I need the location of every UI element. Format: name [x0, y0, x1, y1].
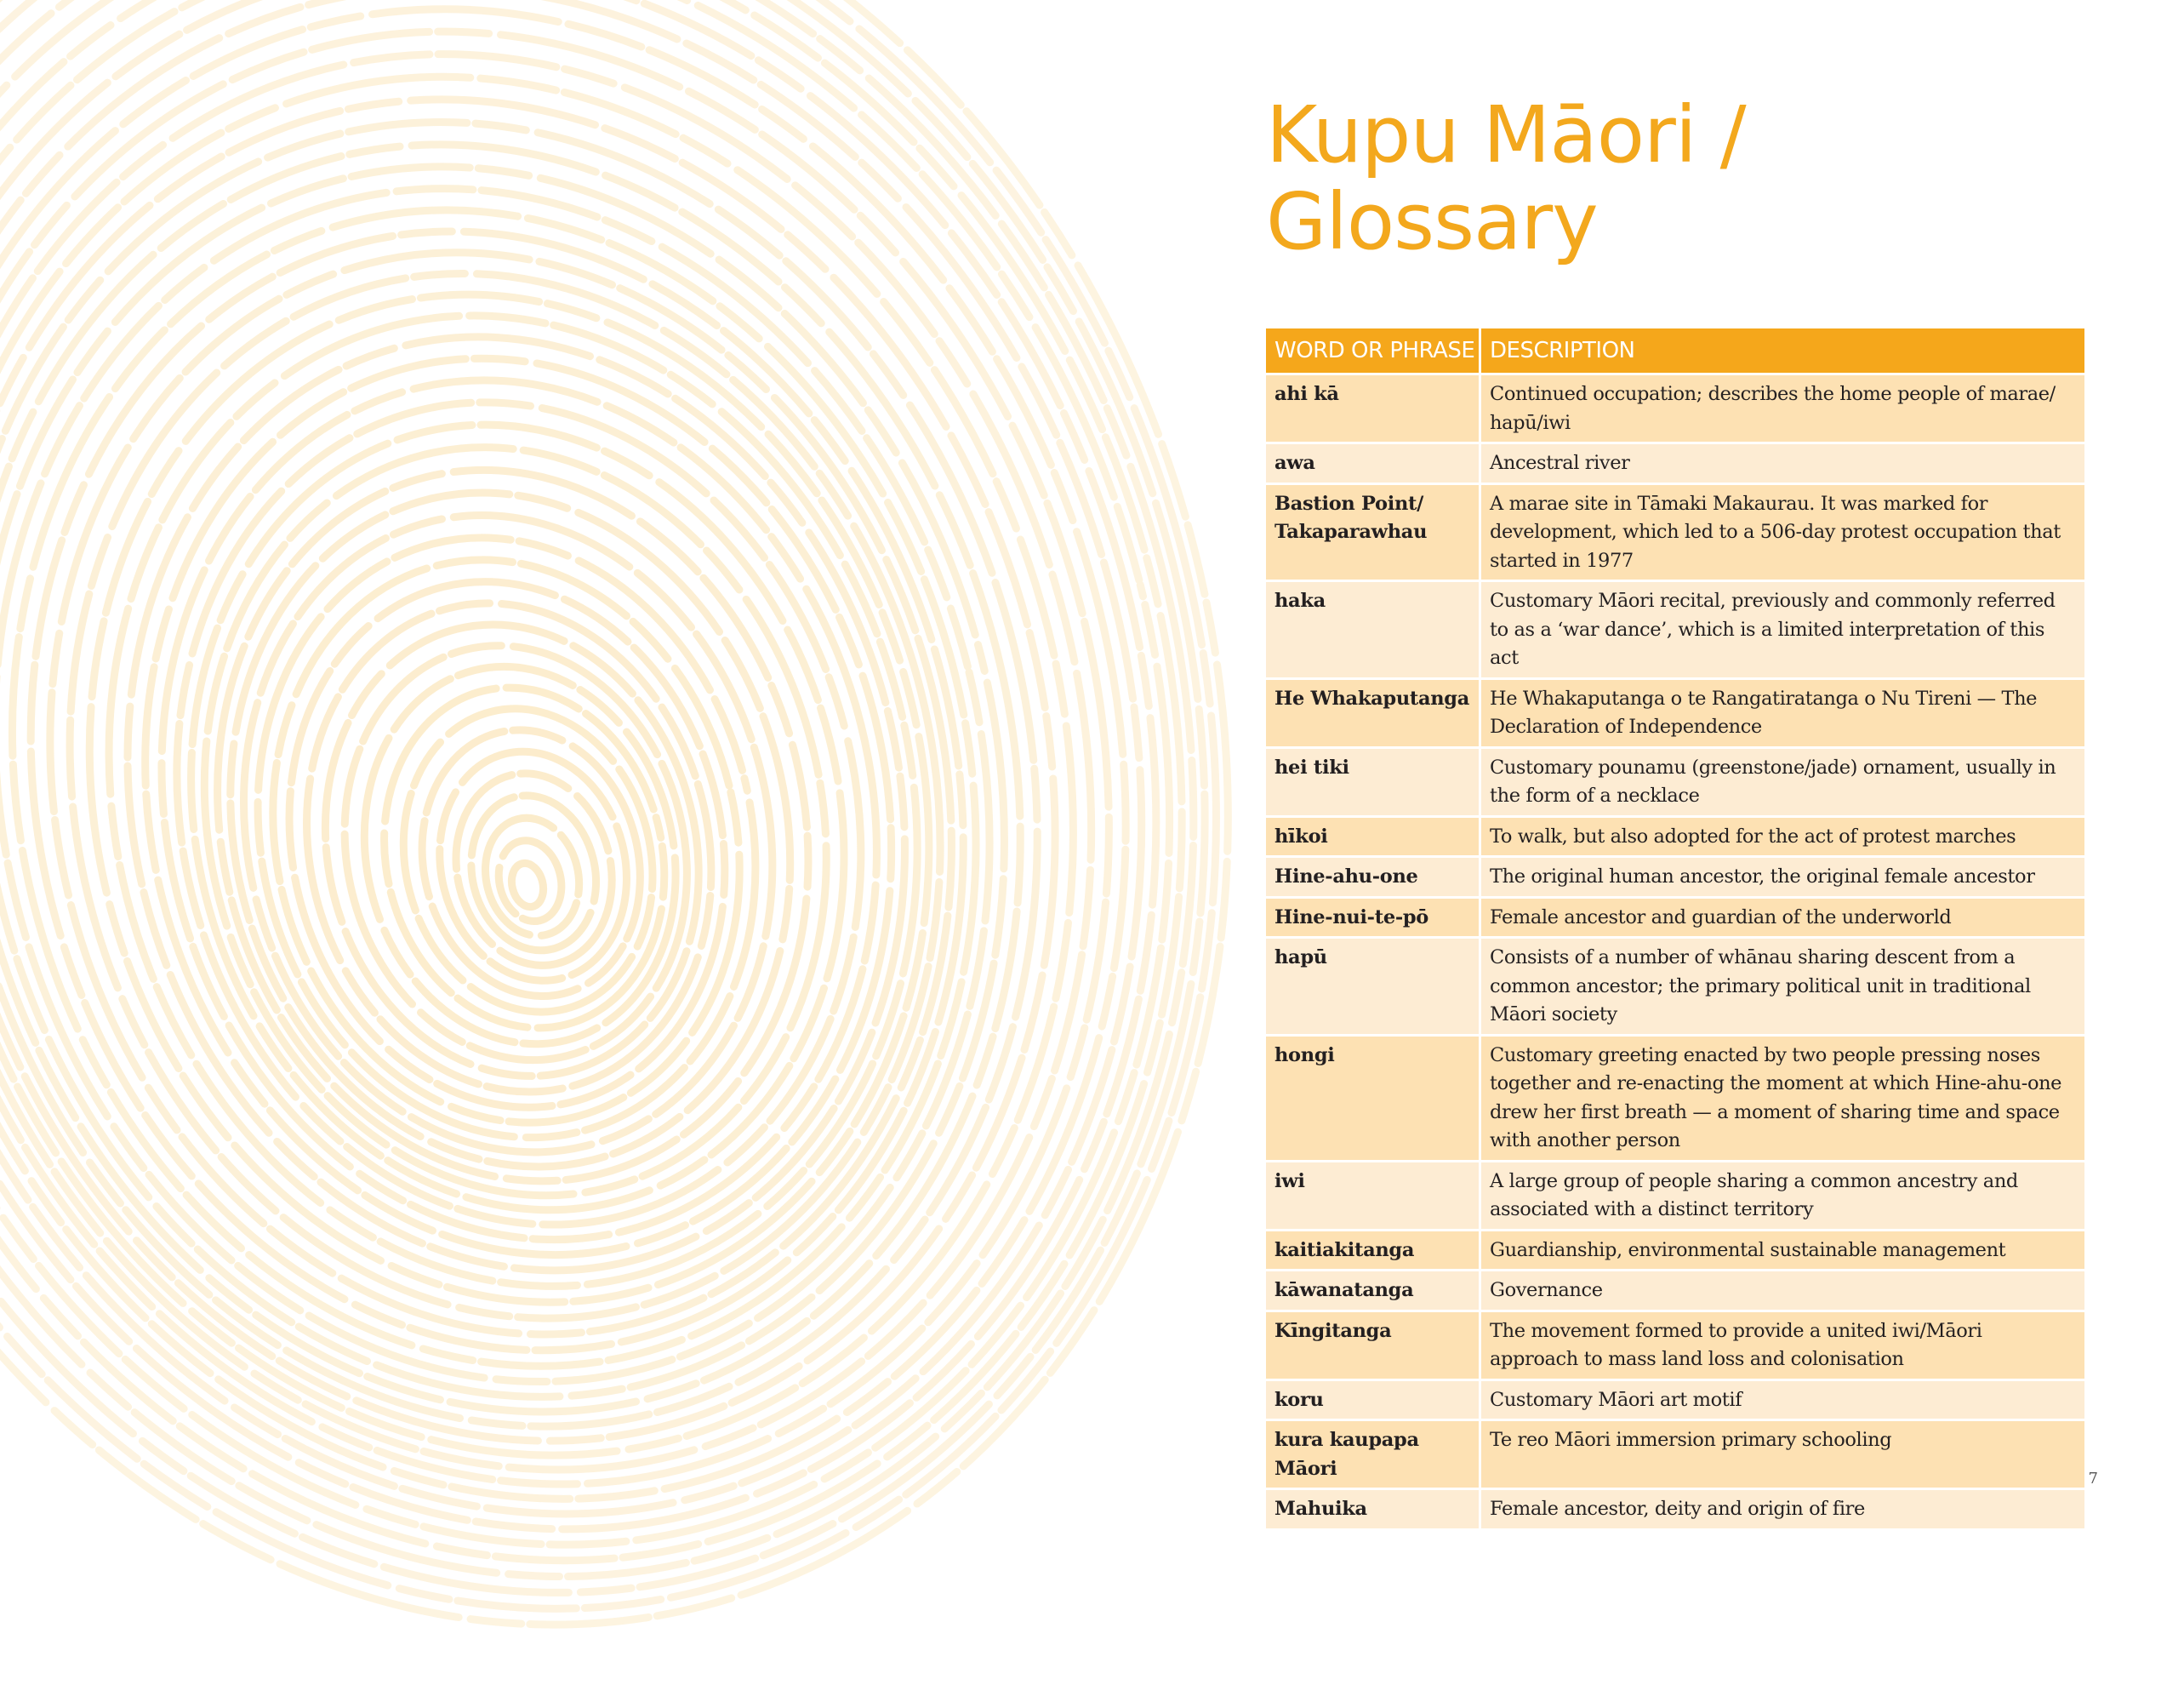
term-cell: awa — [1266, 444, 1481, 483]
description-cell: Governance — [1481, 1271, 2084, 1310]
table-row — [1266, 444, 2084, 483]
term-cell: iwi — [1266, 1162, 1481, 1229]
term-cell: Bastion Point/ Takaparawhau — [1266, 485, 1481, 580]
description-cell: To walk, but also adopted for the act of protest marches — [1481, 818, 2084, 856]
description-cell: Customary greeting enacted by two people pressing noses together and re-enacting the moment at which Hine-ahu-one drew her first breath — a moment of sharing time and space with another person — [1481, 1037, 2084, 1160]
description-cell: Continued occupation; describes the home people of marae/ hapū/iwi — [1481, 375, 2084, 442]
table-row — [1266, 749, 2084, 815]
description-cell: A marae site in Tāmaki Makaurau. It was marked for development, which led to a 506-day protest occupation that started in 1977 — [1481, 485, 2084, 580]
term-cell: kura kaupapa Māori — [1266, 1421, 1481, 1488]
description-cell: Female ancestor, deity and origin of fire — [1481, 1490, 2084, 1528]
table-row — [1266, 1231, 2084, 1270]
term-cell: kāwanatanga — [1266, 1271, 1481, 1310]
term-cell: Hine-nui-te-pō — [1266, 899, 1481, 937]
description-cell: Customary Māori art motif — [1481, 1381, 2084, 1419]
description-cell: Te reo Māori immersion primary schooling — [1481, 1421, 2084, 1488]
page-title — [1266, 89, 1746, 267]
table-row — [1266, 680, 2084, 746]
table-row — [1266, 485, 2084, 580]
table-row — [1266, 1381, 2084, 1419]
term-cell: hapū — [1266, 939, 1481, 1034]
table-row — [1266, 818, 2084, 856]
term-cell: Kīngitanga — [1266, 1312, 1481, 1379]
title-line-2: Glossary — [1266, 176, 1598, 267]
term-cell: ahi kā — [1266, 375, 1481, 442]
term-cell: Hine-ahu-one — [1266, 858, 1481, 896]
table-row — [1266, 1037, 2084, 1160]
table-row — [1266, 939, 2084, 1034]
table-row — [1266, 1312, 2084, 1379]
glossary-table — [1266, 328, 2084, 1531]
term-cell: koru — [1266, 1381, 1481, 1419]
table-row — [1266, 1421, 2084, 1488]
header-description: DESCRIPTION — [1490, 338, 1635, 363]
description-cell: Customary Māori recital, previously and commonly referred to as a ‘war dance’, which is a limited interpretation of this act — [1481, 582, 2084, 677]
table-header — [1266, 328, 2084, 373]
description-cell: Female ancestor and guardian of the underworld — [1481, 899, 2084, 937]
term-cell: He Whakaputanga — [1266, 680, 1481, 746]
table-row — [1266, 582, 2084, 677]
description-cell: Consists of a number of whānau sharing descent from a common ancestor; the primary political unit in traditional Māori society — [1481, 939, 2084, 1034]
term-cell: hīkoi — [1266, 818, 1481, 856]
description-cell: The movement formed to provide a united iwi/Māori approach to mass land loss and colonisation — [1481, 1312, 2084, 1379]
table-row — [1266, 858, 2084, 896]
table-row — [1266, 1271, 2084, 1310]
description-cell: The original human ancestor, the original female ancestor — [1481, 858, 2084, 896]
term-cell: haka — [1266, 582, 1481, 677]
table-row — [1266, 1162, 2084, 1229]
description-cell: A large group of people sharing a common ancestry and associated with a distinct territory — [1481, 1162, 2084, 1229]
description-cell: Guardianship, environmental sustainable management — [1481, 1231, 2084, 1270]
header-word-or-phrase: WORD OR PHRASE — [1266, 328, 1481, 373]
term-cell: kaitiakitanga — [1266, 1231, 1481, 1270]
term-cell: hei tiki — [1266, 749, 1481, 815]
table-row — [1266, 1490, 2084, 1528]
fingerprint-ridge — [507, 860, 548, 910]
term-cell: Mahuika — [1266, 1490, 1481, 1528]
table-body — [1266, 375, 2084, 1528]
term-cell: hongi — [1266, 1037, 1481, 1160]
page-number: 7 — [2088, 1470, 2098, 1488]
description-cell: Ancestral river — [1481, 444, 2084, 483]
table-row — [1266, 899, 2084, 937]
description-cell: He Whakaputanga o te Rangatiratanga o Nu Tireni — The Declaration of Independence — [1481, 680, 2084, 746]
table-row — [1266, 375, 2084, 442]
description-cell: Customary pounamu (greenstone/jade) ornament, usually in the form of a necklace — [1481, 749, 2084, 815]
title-line-1: Kupu Māori / — [1266, 89, 1746, 180]
